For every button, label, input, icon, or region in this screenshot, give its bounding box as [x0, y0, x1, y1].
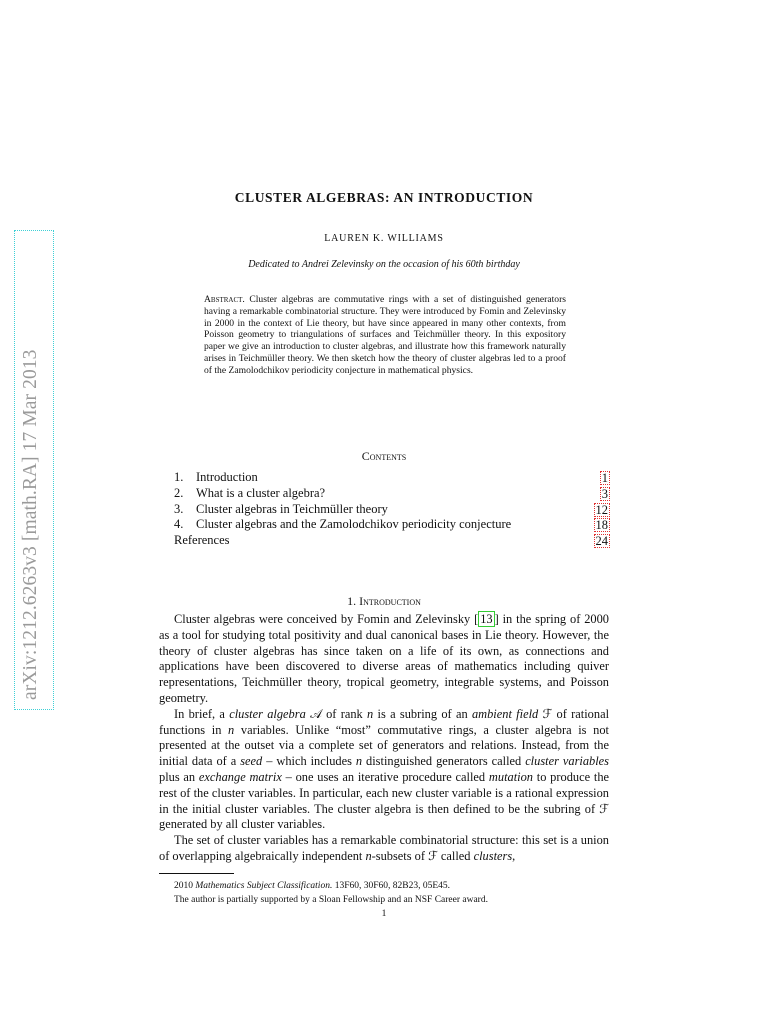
citation-link[interactable]: 13	[480, 612, 493, 626]
toc-number: 2.	[174, 485, 184, 500]
text-run: variables. Unlike “most” commutative rings, a cluster algebra is not presented at the outset via a complete set of generators and relations. Instead, from the initial data of a	[159, 722, 609, 769]
text-run: The set of cluster variables has a remarkable combinatorial structure: this set is a union of overlapping algebraically independent	[159, 833, 609, 863]
toc-entry-introduction[interactable]	[174, 470, 610, 486]
math-var: n	[228, 722, 235, 737]
text-run: ] in the spring of 2000 as a tool for studying total positivity and dual canonical bases in Lie theory. However, the theory of cluster algebras has since taken on a life of its own, as connections and applications have been discovered to diverse areas of mathematics including quiver representations, Teichmüller theory, tropical geometry, integrable systems, and Poisson geometry.	[159, 612, 609, 705]
math-var: n	[365, 848, 372, 863]
text-run: – one uses an iterative procedure called	[281, 769, 489, 784]
math-var: n	[367, 706, 374, 721]
toc-label: Introduction	[196, 470, 258, 484]
toc-entry-references[interactable]	[174, 533, 610, 549]
table-of-contents	[174, 470, 610, 549]
toc-label: Cluster algebras and the Zamolodchikov periodicity conjecture	[196, 517, 512, 532]
text-run: 2010	[174, 881, 196, 891]
footnote-msc	[159, 879, 609, 893]
paper-author: LAUREN K. WILLIAMS	[324, 233, 444, 244]
emphasis: mutation	[488, 769, 533, 784]
toc-entry-zamolodchikov[interactable]	[174, 517, 610, 533]
page-number: 1	[381, 909, 387, 919]
toc-page-link[interactable]: 3	[601, 486, 608, 501]
toc-entry-what-is-cluster-algebra[interactable]	[174, 486, 610, 502]
text-run: plus an	[159, 769, 199, 784]
text-run: distinguished generators called	[362, 754, 526, 769]
toc-number: 3.	[174, 501, 184, 516]
paper-title: CLUSTER ALGEBRAS: AN INTRODUCTION	[234, 190, 534, 205]
text-run: -subsets of ℱ called	[371, 848, 474, 863]
toc-entry-teichmuller[interactable]	[174, 502, 610, 518]
paragraph	[159, 612, 609, 707]
introduction-body	[159, 612, 609, 865]
toc-page-link[interactable]: 18	[595, 518, 608, 533]
toc-label: Cluster algebras in Teichmüller theory	[196, 501, 388, 516]
text-run: Cluster algebras were conceived by Fomin and Zelevinsky [	[174, 612, 479, 626]
section-heading-introduction: 1. Introduction	[347, 594, 421, 608]
toc-page-link[interactable]: 1	[601, 471, 608, 485]
toc-number: 4.	[174, 517, 184, 532]
text-run: ℱ of rational functions in	[159, 706, 610, 737]
text-run: – which includes	[262, 754, 356, 769]
contents-heading: Contents	[361, 449, 407, 463]
paragraph	[159, 707, 609, 833]
footnotes	[159, 879, 609, 907]
arxiv-identifier[interactable]: arXiv:1212.6263v3 [math.RA] 17 Mar 2013	[20, 349, 41, 700]
toc-number: 1.	[174, 470, 184, 484]
emphasis: ambient field	[471, 706, 539, 721]
text-run: is a subring of an	[373, 706, 472, 721]
emphasis: cluster algebra	[229, 706, 306, 721]
emphasis: clusters	[473, 848, 513, 863]
text-run: to produce the rest of the cluster variables. In particular, each new cluster variable is a rational expression in the initial cluster variables. The cluster algebra is then defined to be the subring of ℱ generated by all cluster variables.	[159, 769, 610, 832]
text-run: ,	[512, 848, 516, 863]
abstract-label: Abstract.	[204, 294, 245, 305]
toc-page-link[interactable]: 12	[595, 502, 608, 517]
abstract-text: Cluster algebras are commutative rings with a set of distinguished generators having a remarkable combinatorial structure. They were introduced by Fomin and Zelevinsky in 2000 in the context of Lie theory, but have since appeared in many other contexts, from Poisson geometry to triangulations of surfaces and Teichmüller theory. In this expository paper we give an introduction to cluster algebras, and illustrate how this framework naturally arises in Teichmüller theory. We then sketch how the theory of cluster algebras led to a proof of the Zamolodchikov periodicity conjecture in mathematical physics.	[204, 294, 566, 376]
abstract	[204, 294, 566, 377]
footnote-funding: The author is partially supported by a Sloan Fellowship and an NSF Career award.	[174, 895, 488, 905]
emphasis: exchange matrix	[198, 769, 282, 784]
paragraph	[159, 833, 609, 865]
text-run: In brief, a	[174, 706, 230, 721]
toc-page-link[interactable]: 24	[595, 534, 608, 549]
footnote-rule	[159, 873, 234, 874]
toc-label: References	[174, 533, 230, 548]
math-var: n	[355, 754, 363, 769]
emphasis: Mathematics Subject Classification.	[195, 881, 333, 891]
text-run: 𝒜 of rank	[305, 706, 368, 721]
paper-dedication: Dedicated to Andrei Zelevinsky on the occasion of his 60th birthday	[248, 259, 520, 270]
emphasis: cluster variables	[525, 754, 609, 769]
text-run: 13F60, 30F60, 82B23, 05E45.	[332, 881, 451, 891]
emphasis: seed	[240, 754, 263, 769]
toc-label: What is a cluster algebra?	[196, 485, 326, 500]
